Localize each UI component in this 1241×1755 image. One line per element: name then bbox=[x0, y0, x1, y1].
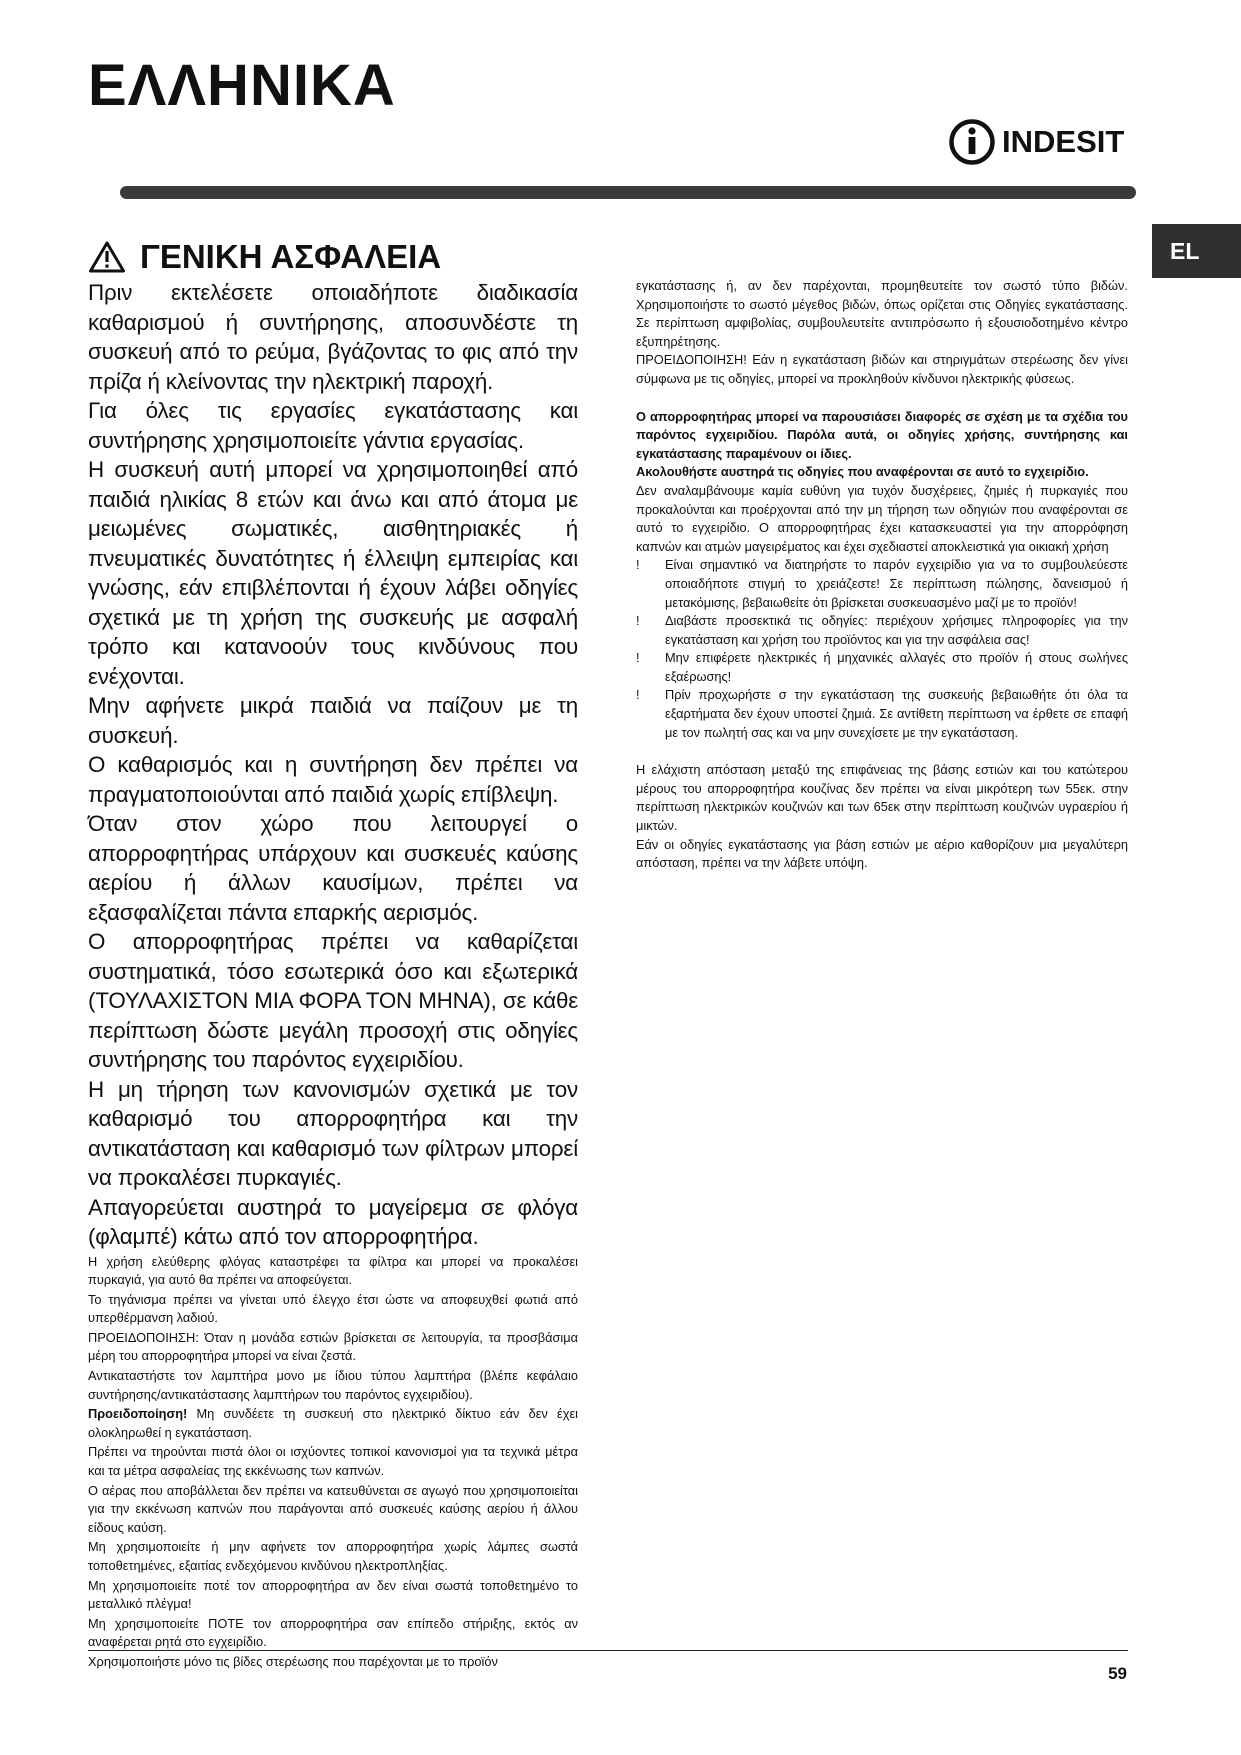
list-item-text: Είναι σημαντικό να διατηρήστε το παρόν εγχειρίδιο για να το συμβουλεύεστε οποιαδήποτε στιγμή το χρειάζεστε! Σε περίπτωση πώλησης, δανεισμού ή μετακόμισης, βεβαιωθείτε ότι βρίσκεται συσκευασμένο μαζί με το προϊόν! bbox=[665, 557, 1128, 610]
exclamation-bullet: ! bbox=[636, 613, 640, 629]
paragraph: Η χρήση ελεύθερης φλόγας καταστρέφει τα φίλτρα και μπορεί να προκαλέσει πυρκαγιά, για αυτό θα πρέπει να αποφεύγεται. bbox=[88, 1253, 578, 1288]
exclamation-bullet: ! bbox=[636, 650, 640, 666]
paragraph: Ο απορροφητήρας πρέπει να καθαρίζεται συστηματικά, τόσο εσωτερικά όσο και εξωτερικά (ΤΟΥΛΑΧΙΣΤΟΝ ΜΙΑ ΦΟΡΑ ΤΟΝ ΜΗΝΑ), σε κάθε περίπτωση δώστε μεγάλη προσοχή στις οδηγίες συντήρησης του παρόντος εγχειριδίου. bbox=[88, 929, 578, 1072]
spacer bbox=[636, 742, 1128, 761]
right-column bbox=[636, 277, 1128, 873]
warning-paragraph bbox=[88, 1405, 578, 1442]
safety-large-paragraphs bbox=[88, 278, 578, 1252]
bold-paragraph: Ο απορροφητήρας μπορεί να παρουσιάσει διαφορές σε σχέση με τα σχέδια του παρόντος εγχειριδίου. Παρόλα αυτά, οι οδηγίες χρήσης, συντήρησης και εγκατάστασης παραμένουν οι ίδιες. bbox=[636, 408, 1128, 461]
instructions-list bbox=[636, 556, 1128, 742]
warning-text: Μη συνδέετε τη συσκευή στο ηλεκτρικό δίκτυο εάν δεν έχει ολοκληρωθεί η εγκατάσταση. bbox=[88, 1406, 578, 1440]
language-title: ΕΛΛΗΝΙΚΑ bbox=[88, 53, 396, 118]
list-item-text: Πρίν προχωρήστε σ την εγκατάσταση της συσκευής βεβαιωθήτε ότι όλα τα εξαρτήματα δεν έχουν υποστεί ζημιά. Σε αντίθετη περίπτωση να έρθετε σε επαφή με τον πωλητή σας και να μην συνεχίσετε με την εγκατάσταση. bbox=[665, 687, 1128, 740]
exclamation-bullet: ! bbox=[636, 557, 640, 573]
paragraph: Πρέπει να τηρούνται πιστά όλοι οι ισχύοντες τοπικοί κανονισμοί για τα τεχνικά μέτρα και τα μέτρα ασφαλείας της εκκένωσης των καπνών. bbox=[88, 1444, 578, 1479]
list-item bbox=[636, 612, 1128, 649]
paragraph: Η ελάχιστη απόσταση μεταξύ της επιφάνειας της βάσης εστιών και του κατώτερου μέρους του απορροφητήρα κουζίνας δεν πρέπει να είναι μικρότερη των 55εκ. στην περίπτωση ηλεκτρικών κουζινών και των 65εκ στην περίπτωση κουζινών υγραερίου ή μικτών. bbox=[636, 762, 1128, 834]
paragraph: Μη χρησιμοποιείτε ΠΟΤΕ τον απορροφητήρα σαν επίπεδο στήριξης, εκτός αν αναφέρεται ρητά στο εγχειρίδιο. bbox=[88, 1615, 578, 1650]
paragraph: Ο αέρας που αποβάλλεται δεν πρέπει να κατευθύνεται σε αγωγό που χρησιμοποιείται για την εκκένωση καπνών που παράγονται από συσκευές καύσης αερίου ή άλλου είδους καύση. bbox=[88, 1482, 578, 1535]
page-number: 59 bbox=[1108, 1664, 1127, 1683]
paragraph: ΠΡΟΕΙΔΟΠΟΙΗΣΗ! Εάν η εγκατάσταση βιδών και στηριγμάτων στερέωσης δεν γίνει σύμφωνα με τις οδηγίες, μπορεί να προκληθούν κίνδυνοι ηλεκτρικής φύσεως. bbox=[636, 352, 1128, 386]
header-divider-bar bbox=[120, 186, 1136, 199]
paragraph: Ο καθαρισμός και η συντήρηση δεν πρέπει να πραγματοποιούνται από παιδιά χωρίς επίβλεψη. bbox=[88, 752, 578, 807]
paragraph: Όταν στον χώρο που λειτουργεί ο απορροφητήρας υπάρχουν και συσκευές καύσης αερίου ή άλλων καυσίμων, πρέπει να εξασφαλίζεται πάντα επαρκής αερισμός. bbox=[88, 811, 578, 925]
list-item bbox=[636, 556, 1128, 612]
paragraph: Εάν οι οδηγίες εγκατάστασης για βάση εστιών με αέριο καθορίζουν μια μεγαλύτερη απόσταση, πρέπει να την λάβετε υπόψη. bbox=[636, 836, 1128, 871]
footer-divider bbox=[88, 1650, 1128, 1651]
section-title: ΓΕΝΙΚΗ ΑΣΦΑΛΕΙΑ bbox=[140, 238, 442, 275]
brand-name: INDESIT bbox=[1002, 124, 1125, 159]
paragraph: Η μη τήρηση των κανονισμών σχετικά με τον καθαρισμό του απορροφητήρα και την αντικατάσταση και καθαρισμό των φίλτρων μπορεί να προκαλέσει πυρκαγιές. bbox=[88, 1076, 578, 1190]
paragraph: Χρησιμοποιήστε μόνο τις βίδες στερέωσης που παρέχονται με το προϊόν bbox=[88, 1653, 498, 1669]
left-column bbox=[88, 278, 578, 1673]
list-item bbox=[636, 649, 1128, 686]
paragraph: Το τηγάνισμα πρέπει να γίνεται υπό έλεγχο έτσι ώστε να αποφευχθεί φωτιά από υπερθέρμανση λαδιού. bbox=[88, 1291, 578, 1326]
list-item-text: Μην επιφέρετε ηλεκτρικές ή μηχανικές αλλαγές στο προϊόν ή στους σωλήνες εξαέρωσης! bbox=[665, 650, 1128, 684]
paragraph: Μην αφήνετε μικρά παιδιά να παίζουν με τη συσκευή. bbox=[88, 693, 578, 748]
warning-label: Προειδοποίηση! bbox=[88, 1406, 188, 1422]
paragraph: Δεν αναλαμβάνουμε καμία ευθύνη για τυχόν δυσχέρειες, ζημιές ή πυρκαγιές που προκαλούνται και προέρχονται από την μη τήρηση των οδηγιών που αναφέρονται σε αυτό το εγχειρίδιο. Ο απορροφητήρας έχει κατασκευαστεί για την απορρόφηση καπνών και ατμών μαγειρέματος και έχει σχεδιαστεί αποκλειστικά για οικιακή χρήση bbox=[636, 482, 1128, 554]
paragraph: ΠΡΟΕΙΔΟΠΟΙΗΣΗ: Όταν η μονάδα εστιών βρίσκεται σε λειτουργία, τα προσβάσιμα μέρη του απορροφητήρα μπορεί να είναι ζεστά. bbox=[88, 1329, 578, 1364]
list-item bbox=[636, 686, 1128, 742]
paragraph: εγκατάστασης ή, αν δεν παρέχονται, προμηθευτείτε τον σωστό τύπο βιδών. Χρησιμοποιήστε το σωστό μέγεθος βιδών, όπως ορίζεται στις Οδηγίες εγκατάστασης. Σε περίπτωση αμφιβολίας, συμβουλευτείτε αντιπρόσωπο ή εξουσιοδοτημένο κέντρο εξυπηρέτησης. bbox=[636, 278, 1128, 349]
exclamation-bullet: ! bbox=[636, 687, 640, 703]
language-tab: EL bbox=[1152, 224, 1241, 278]
list-item-text: Διαβάστε προσεκτικά τις οδηγίες: περιέχουν χρήσιμες πληροφορίες για την εγκατάσταση και χρήση του προϊόντος και για την ασφάλεια σας! bbox=[665, 613, 1128, 647]
spacer bbox=[636, 389, 1128, 408]
paragraph: Πριν εκτελέσετε οποιαδήποτε διαδικασία καθαρισμού ή συντήρησης, αποσυνδέστε τη συσκευή από το ρεύμα, βγάζοντας το φις από την πρίζα ή κλείνοντας την ηλεκτρική παροχή. bbox=[88, 280, 578, 394]
paragraph: Η συσκευή αυτή μπορεί να χρησιμοποιηθεί από παιδιά ηλικίας 8 ετών και άνω και από άτομα με μειωμένες σωματικές, αισθητηριακές ή πνευματικές δυνατότητες ή έλλειψη εμπειρίας και γνώσης, εάν επιβλέπονται ή έχουν λάβει οδηγίες σχετικά με τη χρήση της συσκευής με ασφαλή τρόπο και κατανοούν τους κινδύνους που ενέχονται. bbox=[88, 457, 578, 689]
bold-paragraph: Ακολουθήστε αυστηρά τις οδηγίες που αναφέρονται σε αυτό το εγχειρίδιο. bbox=[636, 464, 1089, 480]
paragraph: Απαγορεύεται αυστηρά το μαγείρεμα σε φλόγα (φλαμπέ) κάτω από τον απορροφητήρα. bbox=[88, 1194, 578, 1249]
section-heading bbox=[88, 236, 441, 278]
safety-small-paragraphs bbox=[88, 1253, 578, 1672]
paragraph: Για όλες τις εργασίες εγκατάστασης και συντήρησης χρησιμοποιείτε γάντια εργασίας. bbox=[88, 398, 578, 453]
paragraph: Μη χρησιμοποιείτε ποτέ τον απορροφητήρα αν δεν είναι σωστά τοποθετημένο το μεταλλικό πλέγμα! bbox=[88, 1577, 578, 1612]
warning-triangle-icon bbox=[88, 240, 126, 274]
paragraph: Μη χρησιμοποιείτε ή μην αφήνετε τον απορροφητήρα χωρίς λάμπες σωστά τοποθετημένες, εξαιτίας ενδεχόμενου κινδύνου ηλεκτροπληξίας. bbox=[88, 1539, 578, 1573]
paragraph: Αντικαταστήστε τον λαμπτήρα μονο με ίδιου τύπου λαμπτήρα (βλέπε κεφάλαιο συντήρησης/αντικατάστασης λαμπτήρων του παρόντος εγχειριδίου). bbox=[88, 1368, 578, 1402]
indesit-logo-icon bbox=[948, 118, 996, 166]
brand-logo bbox=[948, 118, 1132, 166]
